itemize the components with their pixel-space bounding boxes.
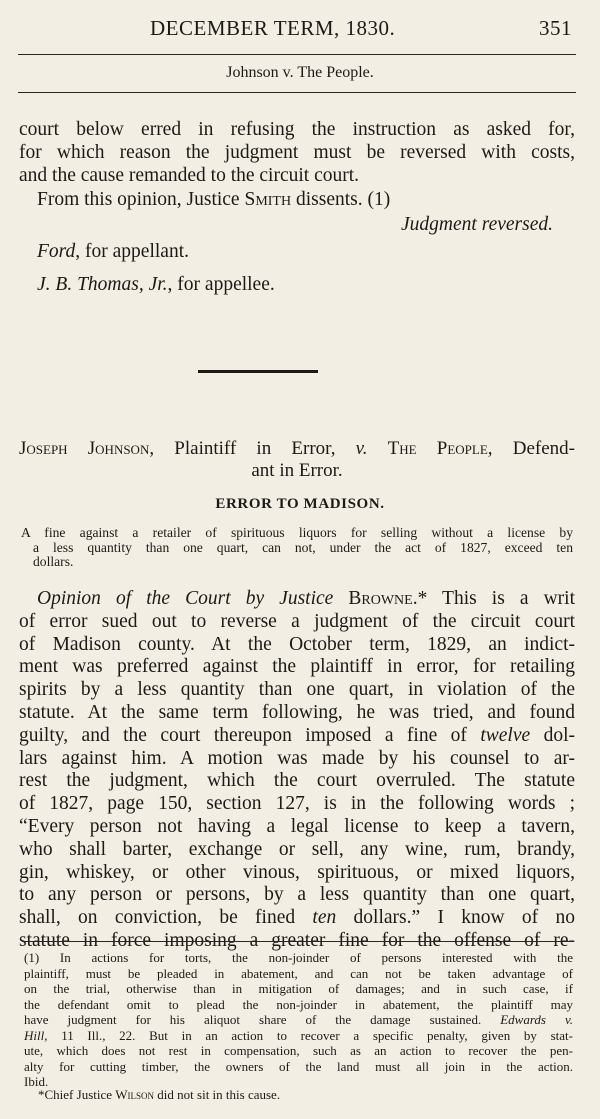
appellee-counsel-line [19,274,575,297]
prior-case-conclusion [19,119,575,297]
appellant-counsel: Ford [37,240,76,262]
header-rule-bottom [18,92,576,93]
judgment-line [19,214,575,237]
text-line-ten [19,907,575,930]
footnote-line: ute, which does not rest in compensation, such as an action to recover the pen- [24,1043,573,1058]
page-number: 351 [539,16,572,40]
fined-text: shall, on conviction, be fined [19,907,313,929]
case-title [19,438,575,482]
footnote-rule [24,941,574,942]
justice-footnote-mark: .* [412,588,428,609]
plaintiff-role: , Plaintiff in Error, [149,438,356,459]
case-title-line-2: ant in Error. [251,460,343,481]
opinion-intro: Opinion of the Court by Justice [37,588,349,609]
footnote-line: (1) In actions for torts, the non-joinder of persons interested with the [24,950,573,965]
text-line: of error sued out to reverse a judgment of the circuit court [19,610,575,632]
appellee-role: , for appellee. [167,273,275,295]
citation-reporter: Hill [24,1027,45,1043]
text-line: gin, whiskey, or other vinous, spirituous, or mixed liquors, [19,861,575,883]
footnote-line: Ibid. [24,1074,49,1089]
text-line: statute in force imposing a greater fine for the offense of re- [19,929,575,951]
text-line: to any person or persons, by a less quantity than one quart, [19,884,575,906]
case-caption [0,64,600,82]
case-caption-text: Johnson v. The People. [226,64,374,81]
statutory-amount: ten [312,907,337,929]
footnote-line: on the trial, otherwise than in mitigation of damages; and in such case, if [24,981,573,996]
star-note-suffix: did not sit in this cause. [154,1087,281,1102]
opinion-first-line [19,588,575,611]
fine-text: guilty, and the court thereupon imposed a fine of [19,724,481,746]
citation-case: Edwards v. [500,1012,573,1027]
defendant-name: The People [387,438,488,459]
text-line: spirits by a less quantity than one quart, in violation of the [19,679,575,701]
footnote-text: have judgment for his aliquot share of the damage sustained. [24,1012,501,1027]
judgment-text: Judgment reversed. [401,214,553,236]
text-line: of 1827, page 150, section 127, is in the following words ; [19,793,575,815]
text-line: of Madison county. At the October term, 1829, an indict- [19,633,575,655]
text-line: lars against him. A motion was made by his counsel to ar- [19,747,575,769]
fine-amount: twelve [480,724,531,746]
text-line: who shall barter, exchange or sell, any wine, rum, brandy, [19,838,575,860]
citation-ref: , 11 Ill., 22. [44,1027,136,1043]
text-line: rest the judgment, which the court overruled. The statute [19,770,575,792]
header-rule-top [18,54,576,55]
opinion-body [19,588,575,953]
headnote [21,526,573,570]
case-heading: ERROR TO MADISON. [215,496,385,512]
footnotes [24,950,573,1090]
versus: v. [355,438,368,459]
text-line: statute. At the same term following, he was tried, and found [19,701,575,723]
headnote-line: a less quantity than one quart, can not, under the act of 1827, exceed ten [33,539,573,555]
footnote-line: plaintiff, must be pleaded in abatement, and can not be taken advantage of [24,965,573,981]
running-header [18,10,578,46]
dissent-prefix: From this opinion, Justice [37,189,245,211]
appellee-counsel: J. B. Thomas, Jr. [37,273,168,295]
appellant-role: , for appellant. [75,240,189,262]
text-line: and the cause remanded to the circuit court. [19,164,360,186]
star-note-justice: Wilson [115,1087,155,1102]
footnote-text: But in an action to recover a specific penalty, given by stat- [135,1027,573,1043]
statutory-amount-suffix: dollars.” I know of [336,907,539,929]
text-line: “Every person not having a legal license to keep a tavern, [19,815,575,837]
dissent-line [19,189,575,212]
headnote-line: dollars. [33,554,74,570]
defendant-role: , Defend- [487,438,575,459]
text-line: for which reason the judgment must be reversed with costs, [19,141,575,163]
opinion-justice: Browne [348,588,413,609]
star-note-prefix: *Chief Justice [38,1087,116,1102]
text-line: ment was preferred against the plaintiff in error, for retailing [19,656,575,678]
star-footnote [38,1087,280,1103]
footnote-line-citation [24,1012,573,1028]
footnote-line: alty for cutting timber, the owners of the land must all join in the action. [24,1058,573,1074]
section-divider [198,370,318,373]
fine-amount-suffix: dol- [530,724,576,746]
text-line-fine [19,725,575,748]
text-word: no [555,907,575,929]
running-title: DECEMBER TERM, 1830. [150,16,396,40]
dissenting-justice: Smith [244,189,292,211]
plaintiff-name: Joseph Johnson [19,438,150,459]
appellant-counsel-line [19,241,575,264]
opinion-first-line-rest: This is a writ [427,588,576,609]
footnote-line-citation-2 [24,1028,573,1044]
headnote-line: A fine against a retailer of spirituous liquors for selling without a license by [21,525,573,540]
footnote-line: the defendant omit to plead the non-joinder in abatement, the plaintiff may [24,996,573,1012]
text-line: court below erred in refusing the instruction as asked for, [19,119,575,140]
dissent-suffix: dissents. (1) [291,189,391,211]
case-title-line [19,438,575,460]
